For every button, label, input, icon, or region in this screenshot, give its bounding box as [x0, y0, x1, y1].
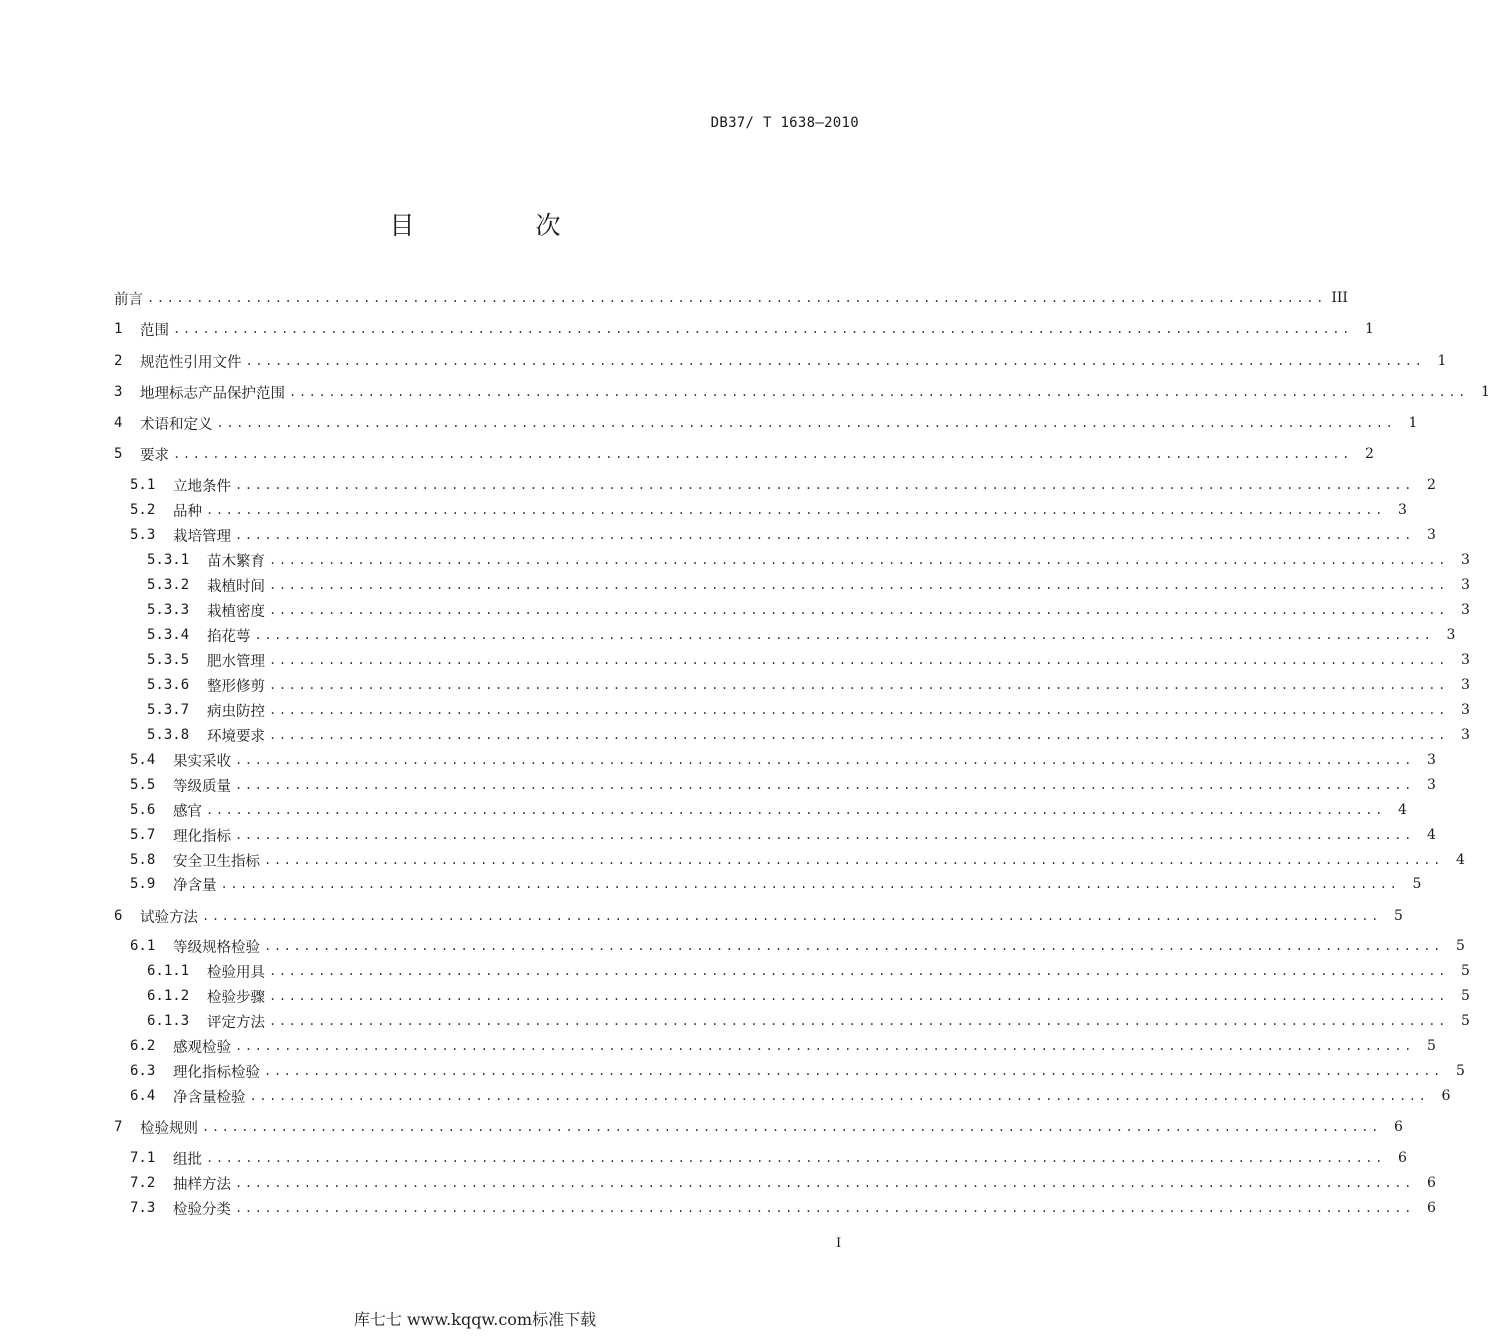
- toc-dot-leader: ........................................................................................................................: [235, 753, 1414, 767]
- toc-entry-number: 6.1.3: [147, 1013, 190, 1029]
- toc-dot-leader: ........................................................................................................................: [235, 528, 1414, 542]
- toc-entry[interactable]: [114, 287, 1348, 309]
- toc-entry-number: 5.6: [130, 802, 156, 818]
- toc-entry-number: 5.3.8: [147, 727, 190, 743]
- document-code: DB37/ T 1638—2010: [710, 115, 859, 131]
- toc-entry[interactable]: [147, 960, 1470, 982]
- toc-entry-page: 3: [1427, 752, 1436, 768]
- toc-entry-number: 6.4: [130, 1088, 156, 1104]
- toc-dot-leader: ........................................................................................................................: [269, 553, 1448, 567]
- toc-entry-title: 感官: [173, 803, 202, 820]
- toc-dot-leader: ........................................................................................................................: [235, 1039, 1414, 1053]
- toc-entry-page: 3: [1461, 652, 1470, 668]
- toc-entry[interactable]: [114, 350, 1447, 372]
- toc-entry-title: 检验步骤: [207, 989, 265, 1006]
- toc-entry-page: 5: [1461, 988, 1470, 1004]
- toc-entry-number: 6.1: [130, 938, 156, 954]
- toc-entry[interactable]: [130, 1197, 1436, 1219]
- toc-entry-title: 等级规格检验: [173, 939, 260, 956]
- toc-entry[interactable]: [147, 1010, 1470, 1032]
- toc-entry-title: 评定方法: [207, 1014, 265, 1031]
- toc-dot-leader: ........................................................................................................................: [202, 1120, 1381, 1134]
- toc-dot-leader: ........................................................................................................................: [173, 322, 1352, 336]
- toc-entry-number: 5.3.1: [147, 552, 190, 568]
- toc-entry[interactable]: [147, 649, 1470, 671]
- toc-dot-leader: ........................................................................................................................: [289, 385, 1468, 399]
- toc-dot-leader: ........................................................................................................................: [235, 828, 1414, 842]
- toc-entry-page: 5: [1461, 1013, 1470, 1029]
- toc-entry-page: 3: [1427, 777, 1436, 793]
- toc-entry-title: 试验方法: [140, 909, 198, 926]
- toc-entry[interactable]: [147, 724, 1470, 746]
- toc-entry-page: 6: [1394, 1119, 1403, 1135]
- toc-dot-leader: ........................................................................................................................: [235, 1176, 1414, 1190]
- toc-dot-leader: ........................................................................................................................: [269, 653, 1448, 667]
- toc-title: 目 次: [389, 211, 609, 240]
- toc-entry[interactable]: [147, 674, 1470, 696]
- toc-entry-page: 5: [1456, 1063, 1465, 1079]
- toc-dot-leader: ........................................................................................................................: [206, 503, 1385, 517]
- toc-entry-page: 6: [1427, 1175, 1436, 1191]
- toc-entry-number: 5.2: [130, 502, 156, 518]
- toc-entry-page: 3: [1461, 677, 1470, 693]
- toc-entry-number: 7.3: [130, 1200, 156, 1216]
- toc-entry-number: 5.3: [130, 527, 156, 543]
- toc-entry[interactable]: [114, 412, 1418, 434]
- toc-entry-page: 3: [1461, 727, 1470, 743]
- toc-entry-title: 组批: [173, 1151, 202, 1168]
- toc-entry[interactable]: [147, 985, 1470, 1007]
- toc-dot-leader: ........................................................................................................................: [249, 1089, 1429, 1103]
- toc-entry-title: 检验规则: [140, 1120, 198, 1137]
- toc-entry-title: 规范性引用文件: [140, 354, 242, 371]
- toc-entry-page: 5: [1394, 908, 1403, 924]
- toc-dot-leader: ........................................................................................................................: [235, 1201, 1414, 1215]
- toc-entry-title: 前言: [114, 291, 143, 308]
- toc-entry-number: 5.3.5: [147, 652, 190, 668]
- toc-entry-page: 3: [1427, 527, 1436, 543]
- toc-entry[interactable]: [147, 624, 1456, 646]
- toc-entry-title: 肥水管理: [207, 653, 265, 670]
- toc-dot-leader: ........................................................................................................................: [269, 1014, 1448, 1028]
- toc-dot-leader: ........................................................................................................................: [235, 478, 1414, 492]
- toc-dot-leader: ........................................................................................................................: [269, 728, 1448, 742]
- toc-entry-title: 地理标志产品保护范围: [140, 385, 285, 402]
- toc-entry-title: 抽样方法: [173, 1176, 231, 1193]
- toc-entry[interactable]: [130, 1172, 1436, 1194]
- toc-entry-number: 5.4: [130, 752, 156, 768]
- toc-entry-page: III: [1331, 290, 1348, 306]
- toc-entry-number: 5.3.2: [147, 577, 190, 593]
- toc-entry-number: 6.3: [130, 1063, 156, 1079]
- toc-entry-title: 术语和定义: [140, 416, 213, 433]
- toc-entry-title: 安全卫生指标: [173, 853, 260, 870]
- toc-entry-page: 6: [1427, 1200, 1436, 1216]
- toc-dot-leader: ........................................................................................................................: [173, 447, 1352, 461]
- toc-dot-leader: ........................................................................................................................: [264, 853, 1443, 867]
- toc-entry[interactable]: [130, 1147, 1407, 1169]
- toc-entry[interactable]: [147, 699, 1470, 721]
- toc-entry-page: 5: [1461, 963, 1470, 979]
- toc-entry-page: 3: [1461, 577, 1470, 593]
- toc-entry-number: 5.1: [130, 477, 156, 493]
- toc-entry-title: 栽植时间: [207, 578, 265, 595]
- toc-entry-page: 3: [1461, 702, 1470, 718]
- toc-entry[interactable]: [130, 799, 1407, 821]
- toc-dot-leader: ........................................................................................................................: [147, 291, 1326, 305]
- toc-entry-page: 3: [1446, 627, 1456, 643]
- page-folio: I: [836, 1236, 842, 1251]
- toc-entry-number: 6: [114, 908, 123, 924]
- toc-entry-number: 7: [114, 1119, 123, 1135]
- toc-entry[interactable]: [130, 774, 1436, 796]
- toc-entry-title: 理化指标: [173, 828, 231, 845]
- toc-entry[interactable]: [130, 524, 1436, 546]
- toc-entry-page: 3: [1461, 552, 1470, 568]
- toc-dot-leader: ........................................................................................................................: [206, 803, 1385, 817]
- toc-entry-page: 1: [1481, 384, 1490, 400]
- toc-entry-title: 理化指标检验: [173, 1064, 260, 1081]
- toc-dot-leader: ........................................................................................................................: [269, 989, 1448, 1003]
- toc-dot-leader: ........................................................................................................................: [269, 703, 1448, 717]
- toc-entry-page: 2: [1365, 446, 1374, 462]
- toc-entry-title: 等级质量: [173, 778, 231, 795]
- toc-entry-number: 6.1.1: [147, 963, 190, 979]
- toc-entry[interactable]: [130, 935, 1465, 957]
- toc-entry-title: 范围: [140, 322, 169, 339]
- toc-dot-leader: ........................................................................................................................: [269, 603, 1448, 617]
- toc-entry-title: 要求: [140, 447, 169, 464]
- toc-entry-page: 1: [1437, 353, 1447, 369]
- toc-dot-leader: ........................................................................................................................: [264, 1064, 1443, 1078]
- toc-entry-title: 病虫防控: [207, 703, 265, 720]
- toc-entry-page: 1: [1365, 321, 1374, 337]
- toc-entry-title: 环境要求: [207, 728, 265, 745]
- toc-dot-leader: ........................................................................................................................: [269, 964, 1448, 978]
- toc-entry-title: 栽培管理: [173, 528, 231, 545]
- toc-entry-number: 4: [114, 415, 123, 431]
- toc-dot-leader: ........................................................................................................................: [216, 416, 1396, 430]
- toc-entry-page: 6: [1398, 1150, 1407, 1166]
- toc-entry-page: 5: [1412, 876, 1422, 892]
- toc-entry[interactable]: [130, 749, 1436, 771]
- toc-entry-title: 检验用具: [207, 964, 265, 981]
- toc-entry-page: 4: [1427, 827, 1436, 843]
- toc-entry[interactable]: [114, 381, 1490, 403]
- toc-entry-number: 5: [114, 446, 123, 462]
- toc-entry-number: 5.8: [130, 852, 156, 868]
- toc-entry-number: 7.1: [130, 1150, 156, 1166]
- toc-entry-number: 5.3.6: [147, 677, 190, 693]
- toc-dot-leader: ........................................................................................................................: [206, 1151, 1385, 1165]
- toc-entry[interactable]: [130, 849, 1465, 871]
- toc-entry-title: 栽植密度: [207, 603, 265, 620]
- toc-entry-title: 检验分类: [173, 1201, 231, 1218]
- footer-watermark: 库七七 www.kqqw.com标准下载: [353, 1310, 597, 1329]
- toc-entry-number: 5.3.7: [147, 702, 190, 718]
- toc-entry-number: 2: [114, 353, 123, 369]
- toc-entry-title: 净含量: [173, 877, 217, 894]
- toc-entry[interactable]: [114, 1116, 1403, 1138]
- toc-entry-title: 苗木繁育: [207, 553, 265, 570]
- toc-dot-leader: ........................................................................................................................: [202, 909, 1381, 923]
- toc-entry-number: 3: [114, 384, 123, 400]
- toc-entry-title: 感观检验: [173, 1039, 231, 1056]
- toc-entry-page: 3: [1398, 502, 1407, 518]
- toc-entry[interactable]: [114, 318, 1374, 340]
- toc-entry-page: 3: [1461, 602, 1470, 618]
- toc-entry[interactable]: [130, 499, 1407, 521]
- toc-entry-title: 立地条件: [173, 478, 231, 495]
- toc-dot-leader: ........................................................................................................................: [245, 354, 1425, 368]
- toc-entry[interactable]: [130, 474, 1436, 496]
- toc-entry[interactable]: [130, 1060, 1465, 1082]
- toc-entry-page: 2: [1427, 477, 1436, 493]
- toc-entry[interactable]: [114, 443, 1374, 465]
- toc-entry-title: 果实采收: [173, 753, 231, 770]
- toc-entry-title: 掐花萼: [207, 628, 251, 645]
- toc-entry[interactable]: [130, 873, 1422, 895]
- toc-dot-leader: ........................................................................................................................: [269, 578, 1448, 592]
- toc-dot-leader: ........................................................................................................................: [235, 778, 1414, 792]
- toc-entry-title: 品种: [173, 503, 202, 520]
- toc-dot-leader: ........................................................................................................................: [269, 678, 1448, 692]
- toc-entry-number: 5.3.3: [147, 602, 190, 618]
- toc-entry-page: 4: [1398, 802, 1407, 818]
- toc-entry-number: 6.1.2: [147, 988, 190, 1004]
- toc-entry[interactable]: [147, 599, 1470, 621]
- toc-entry-page: 6: [1441, 1088, 1451, 1104]
- toc-entry-number: 5.7: [130, 827, 156, 843]
- toc-entry[interactable]: [147, 574, 1470, 596]
- toc-entry-number: 6.2: [130, 1038, 156, 1054]
- toc-entry[interactable]: [114, 905, 1403, 927]
- toc-entry-title: 整形修剪: [207, 678, 265, 695]
- toc-entry-number: 1: [114, 321, 123, 337]
- toc-dot-leader: ........................................................................................................................: [264, 939, 1443, 953]
- toc-dot-leader: ........................................................................................................................: [220, 877, 1400, 891]
- toc-entry-page: 1: [1408, 415, 1418, 431]
- toc-entry-number: 5.5: [130, 777, 156, 793]
- toc-entry-page: 5: [1456, 938, 1465, 954]
- toc-entry-number: 7.2: [130, 1175, 156, 1191]
- toc-entry-title: 净含量检验: [173, 1089, 246, 1106]
- toc-entry[interactable]: [130, 1035, 1436, 1057]
- toc-entry-page: 4: [1456, 852, 1465, 868]
- toc-entry-number: 5.9: [130, 876, 156, 892]
- toc-entry-number: 5.3.4: [147, 627, 190, 643]
- toc-entry[interactable]: [130, 824, 1436, 846]
- toc-entry[interactable]: [147, 549, 1470, 571]
- toc-entry[interactable]: [130, 1085, 1451, 1107]
- toc-dot-leader: ........................................................................................................................: [254, 628, 1434, 642]
- toc-entry-page: 5: [1427, 1038, 1436, 1054]
